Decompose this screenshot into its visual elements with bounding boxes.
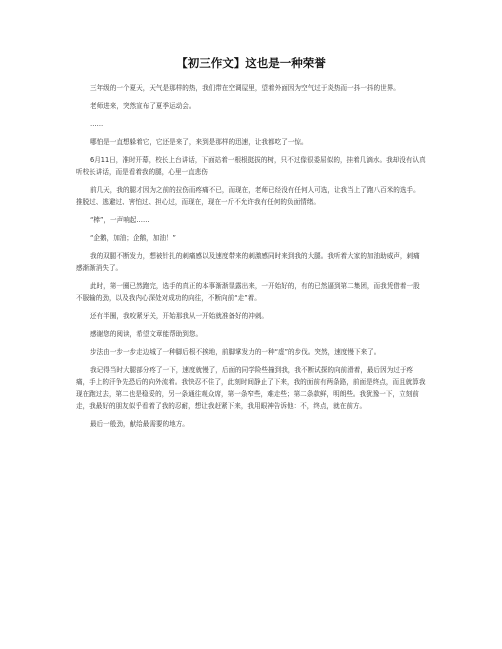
- paragraph: 6月11日，准时开幕，校长上台讲话，下面站着一根根挺拔的树，只不过像很委屈似的，挂着几滴水。我却没有认真听校长讲话，而是看着我的腿，心里一直悲伤: [76, 156, 426, 176]
- paragraph: 还有半圈，我咬紧牙关，开始那我从一开始就准备好的冲刺。: [90, 312, 269, 320]
- paragraph: 三年级的一个夏天，天气是那样的热，我们带在空调屋里，望着外面因为空气过于炎热而一抖一抖的世界。: [90, 84, 400, 92]
- paragraph: 最后一般劲，献给最需要的地方。: [90, 420, 189, 428]
- paragraph: 前几天，我的腿才因为之前的拉伤而疼痛不已，而现在，老师已经没有任何人可选，让我当上了跑八百米的选手。推脱过、逃避过、害怕过、担心过，而现在，现在一斤不允许我有任何的负面情绪。: [76, 186, 420, 206]
- paragraph: 步法由一步一步走边城了一种脚后根不挨地，前脚掌发力的一种“虚”的步伐。突然，速度慢下来了。: [90, 348, 381, 356]
- paragraph: 我的双腿不断发力，想被针扎的刺痛感以及速度带来的刺激感同时来到我的大腿。我听着大家的加油助威声，刺痛感渐渐消失了。: [76, 252, 420, 272]
- paragraph: 哪怕是一直想躲着它，它还是来了，来到是那样的迅速，让我都吃了一惊。: [90, 138, 308, 146]
- paragraph: “企鹅，加油；企鹅，加油！”: [90, 234, 176, 242]
- paragraph: 老师进来，突然宣布了夏季运动会。: [90, 102, 196, 110]
- paragraph: 感谢您的阅读，希望文章能帮助到您。: [90, 330, 203, 338]
- paragraph: ……: [90, 120, 104, 128]
- paragraph: 我记得当时大腿部分疼了一下，速度就慢了，后面的同学险些撞到我，我不断试探的向前滑着，最后因为过于疼痛，手上的汗争先恐后的向外流着。我快忍不住了，此刻时间静止了下来，我的面前有两条路，前面是终点，而且就算我现在跑过去，第二也是稳妥的，另一条通往观众席，第一条窄些，难走些；第二条款鲜，明朗些。我犹豫一下，立刻前走，我最好的朋友似乎看着了我的忍耐，想让我赶紧下来，我用眼神告诉他：不，终点，就在前方。: [76, 366, 426, 410]
- paragraph: “棒”，一声响起……: [90, 216, 150, 224]
- paragraph: 此时，第一圈已然跑完，选手的真正的本事渐渐显露出来，一开始好的，有的已然逼到第二集团，而我凭借着一股不服输的劲，以及我内心深处对成功的向往，不断向前“走”着。: [76, 282, 420, 302]
- document-title: 【初三作文】这也是一种荣誉: [176, 56, 326, 70]
